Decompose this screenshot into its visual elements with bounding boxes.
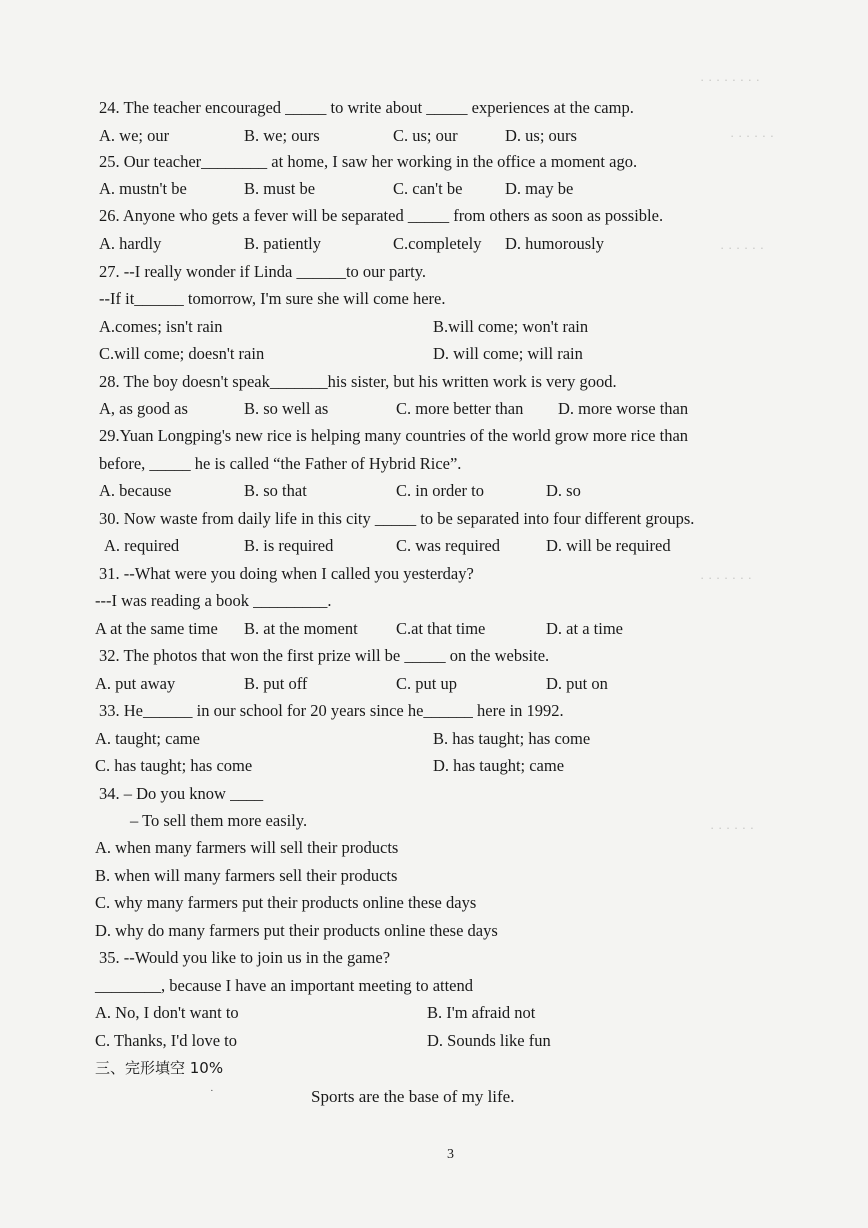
option-c: C. us; our [393,126,458,145]
option-d: D. has taught; came [433,756,565,775]
option-c: C.at that time [396,619,486,638]
option-b: B. put off [244,674,308,693]
option-c: C. put up [396,674,457,693]
option-a: A. required [104,536,180,555]
bleed-through-text: · · · · · · · · [700,72,760,87]
option-a: A. taught; came [95,729,200,748]
option-a: A. we; our [99,126,170,145]
option-b: B. I'm afraid not [427,1003,536,1022]
option-a: A, as good as [99,399,188,418]
option-d: D. so [546,481,581,500]
option-c: C.will come; doesn't rain [99,344,265,363]
bleed-through-text: · · · · · · [720,240,765,255]
question-31-stem-2: ---I was reading a book _________. [95,591,332,610]
question-27-stem: 27. --I really wonder if Linda ______to our party. [99,262,427,281]
option-d: D. humorously [505,234,604,253]
section-heading: 三、完形填空 10% [95,1059,224,1077]
option-a: A. because [99,481,172,500]
option-d: D. why do many farmers put their products online these days [95,921,498,940]
option-c: C. in order to [396,481,484,500]
option-b: B. so well as [244,399,329,418]
question-29-stem-2: before, _____ he is called “the Father of Hybrid Rice”. [99,454,462,473]
bleed-through-text: · · · · · · · [700,570,752,585]
option-d: D. will come; will rain [433,344,583,363]
option-a: A. mustn't be [99,179,187,198]
option-a: A.comes; isn't rain [99,317,223,336]
option-d: D. will be required [546,536,671,555]
question-35-stem: 35. --Would you like to join us in the game? [99,948,391,967]
option-d: D. at a time [546,619,623,638]
question-26-stem: 26. Anyone who gets a fever will be separated _____ from others as soon as possible. [99,206,664,225]
option-b: B. has taught; has come [433,729,591,748]
option-a: A. No, I don't want to [95,1003,239,1022]
question-35-stem-2: ________, because I have an important meeting to attend [95,976,474,995]
question-25-stem: 25. Our teacher________ at home, I saw her working in the office a moment ago. [99,152,638,171]
question-28-stem: 28. The boy doesn't speak_______his sister, but his written work is very good. [99,372,617,391]
option-a: A. when many farmers will sell their products [95,838,399,857]
option-c: C. can't be [393,179,463,198]
question-30-stem: 30. Now waste from daily life in this city _____ to be separated into four different groups. [99,509,695,528]
page-number: 3 [447,1147,454,1162]
question-34-stem: 34. – Do you know ____ [99,784,264,803]
option-d: D. Sounds like fun [427,1031,551,1050]
option-d: D. more worse than [558,399,689,418]
question-34-stem-2: – To sell them more easily. [130,811,308,830]
option-c: C. why many farmers put their products online these days [95,893,477,912]
option-c: C. was required [396,536,501,555]
option-c: C. has taught; has come [95,756,253,775]
bleed-through-text: · · · · · · [710,820,755,835]
option-a: A. put away [95,674,176,693]
question-29-stem: 29.Yuan Longping's new rice is helping many countries of the world grow more rice than [99,426,689,445]
scan-mark: · [210,1085,214,1097]
bleed-through-text: · · · · · · [730,128,775,143]
option-a: A. hardly [99,234,162,253]
option-c: C. more better than [396,399,524,418]
option-b: B. when will many farmers sell their products [95,866,398,885]
passage-title: Sports are the base of my life. [311,1087,515,1106]
option-d: D. put on [546,674,608,693]
option-c: C.completely [393,234,482,253]
question-24-stem: 24. The teacher encouraged _____ to write about _____ experiences at the camp. [99,98,634,117]
question-31-stem: 31. --What were you doing when I called you yesterday? [99,564,474,583]
option-d: D. may be [505,179,574,198]
option-c: C. Thanks, I'd love to [95,1031,237,1050]
option-b: B. we; ours [244,126,320,145]
question-27-stem-2: --If it______ tomorrow, I'm sure she will come here. [99,289,446,308]
question-33-stem: 33. He______ in our school for 20 years since he______ here in 1992. [99,701,564,720]
question-32-stem: 32. The photos that won the first prize will be _____ on the website. [99,646,550,665]
option-b: B. must be [244,179,316,198]
option-b: B. patiently [244,234,321,253]
option-d: D. us; ours [505,126,577,145]
option-b: B. is required [244,536,334,555]
option-b: B. so that [244,481,307,500]
option-a: A at the same time [95,619,218,638]
option-b: B.will come; won't rain [433,317,589,336]
option-b: B. at the moment [244,619,358,638]
